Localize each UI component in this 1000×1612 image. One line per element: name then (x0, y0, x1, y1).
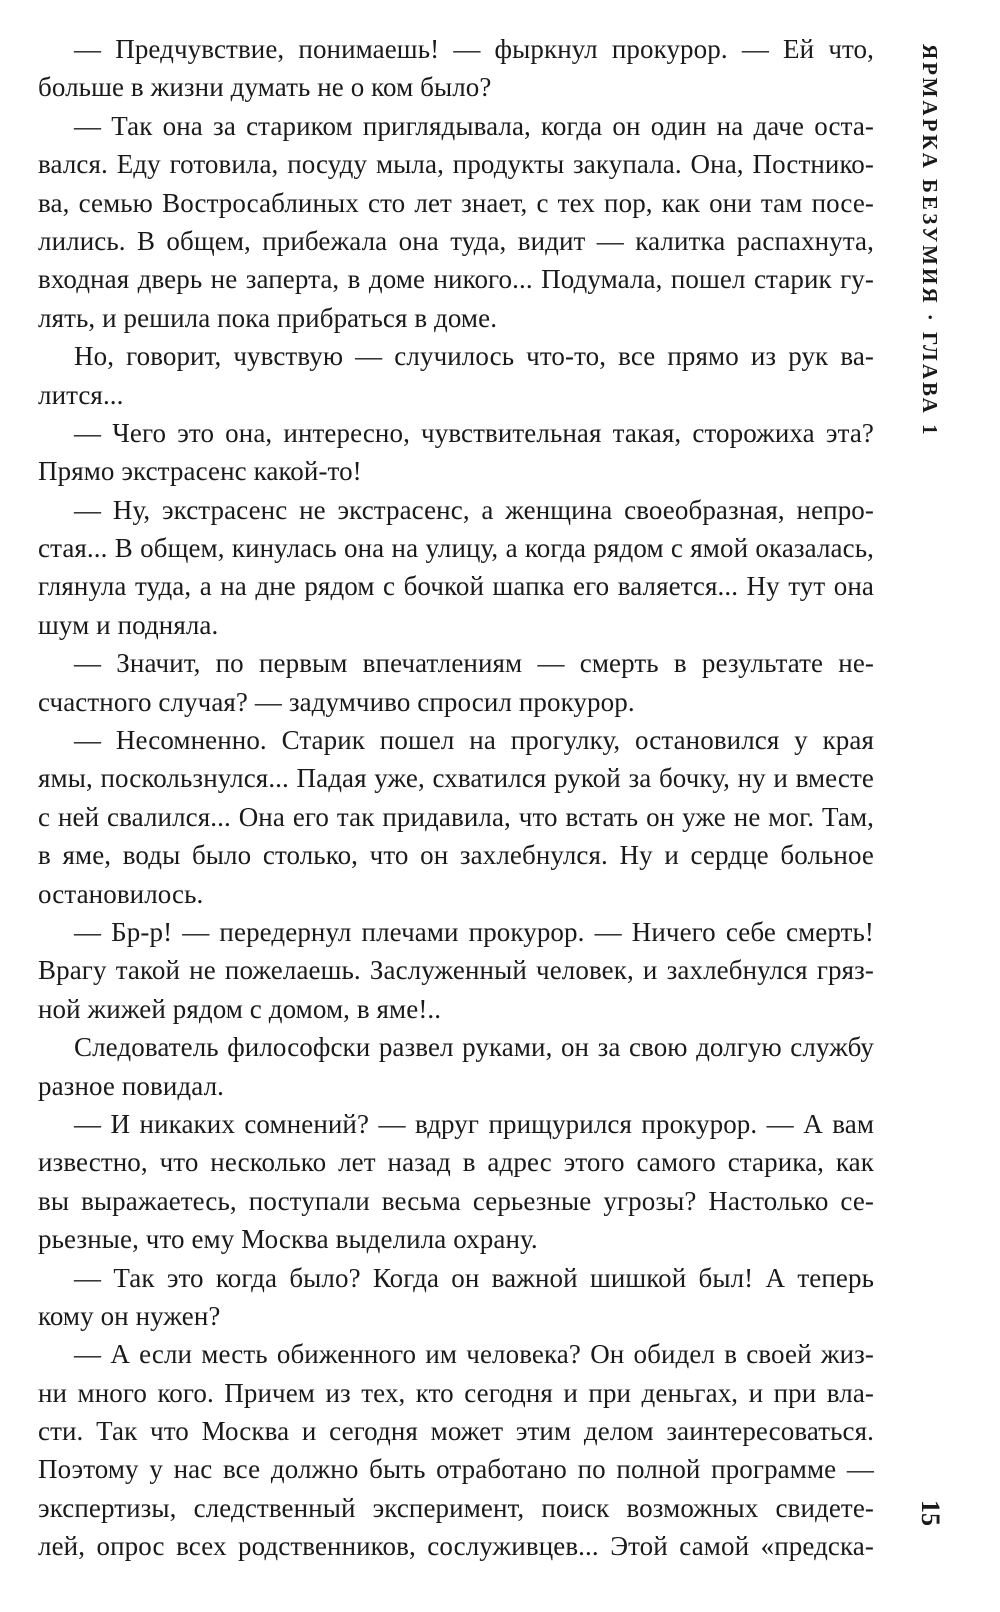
text-line: Поэтому у нас все должно быть отработано по полной программе — (38, 1454, 874, 1485)
running-head: ЯРМАРКА БЕЗУМИЯ · ГЛАВА 1 (918, 44, 942, 438)
text-line: — Так это когда было? Когда он важной шишкой был! А теперь (74, 1262, 874, 1293)
text-line: сти. Так что Москва и сегодня может этим делом заинтересоваться. (38, 1416, 874, 1447)
text-line: — И никаких сомнений? — вдруг прищурился прокурор. — А вам (74, 1108, 874, 1139)
text-line: — Бр-р! — передернул плечами прокурор. — Ничего себе смерть! (74, 916, 874, 947)
text-line: — Так она за стариком приглядывала, когда он один на даче оста- (74, 110, 874, 141)
text-line: Прямо экстрасенс какой-то! (38, 456, 362, 487)
text-line: вы выражаетесь, поступали весьма серьезные угрозы? Настолько се- (38, 1185, 874, 1216)
text-line: ной жижей рядом с домом, в яме!.. (38, 993, 442, 1024)
text-line: остановилось. (38, 878, 204, 909)
body-text (38, 30, 874, 1566)
text-line: лять, и решила пока прибраться в доме. (38, 302, 498, 333)
text-line: известно, что несколько лет назад в адрес этого самого старика, как (38, 1147, 874, 1178)
text-line: кому он нужен? (38, 1300, 221, 1331)
text-line: — Чего это она, интересно, чувствительная такая, сторожиха эта? (74, 417, 874, 448)
text-line: — Ну, экстрасенс не экстрасенс, а женщина своеобразная, непро- (74, 494, 874, 525)
text-line: глянула туда, а на дне рядом с бочкой шапка его валяется... Ну тут она (38, 571, 874, 602)
text-line: экспертизы, следственный эксперимент, поиск возможных свидете- (38, 1492, 874, 1523)
text-line: рьезные, что ему Москва выделила охрану. (38, 1224, 538, 1255)
text-line: — Значит, по первым впечатлениям — смерть в результате не- (74, 648, 874, 679)
text-line: лились. В общем, прибежала она туда, видит — калитка распахнута, (38, 225, 874, 256)
text-line: в яме, воды было столько, что он захлебнулся. Ну и сердце больное (38, 840, 874, 871)
text-line: счастного случая? — задумчиво спросил прокурор. (38, 686, 635, 717)
text-line: Врагу такой не пожелаешь. Заслуженный человек, и захлебнулся гряз- (38, 955, 874, 986)
text-line: входная дверь не заперта, в доме никого... Подумала, пошел старик гу- (38, 264, 874, 295)
text-line: ни много кого. Причем из тех, кто сегодня и при деньгах, и при вла- (38, 1377, 874, 1408)
text-line: Но, говорит, чувствую — случилось что-то, все прямо из рук ва- (74, 341, 874, 372)
text-line: — А если месть обиженного им человека? Он обидел в своей жиз- (74, 1339, 874, 1370)
text-line: — Предчувствие, понимаешь! — фыркнул прокурор. — Ей что, (74, 34, 874, 64)
text-line: лей, опрос всех родственников, сослуживцев... Этой самой «предска- (38, 1531, 874, 1562)
text-line: больше в жизни думать не о ком было? (38, 72, 492, 103)
page-number: 15 (916, 1500, 945, 1526)
text-line: — Несомненно. Старик пошел на прогулку, остановился у края (74, 725, 874, 756)
text-line: Следователь философски развел руками, он за свою долгую службу (74, 1032, 874, 1063)
text-line: ва, семью Востросаблиных сто лет знает, с тех пор, как они там посе- (38, 187, 874, 218)
text-line: с ней свалился... Она его так придавила, что встать он уже не мог. Там, (38, 801, 874, 832)
text-line: шум и подняла. (38, 609, 219, 640)
text-line: разное повидал. (38, 1070, 224, 1101)
text-line: лится... (38, 379, 124, 410)
text-line: ямы, поскользнулся... Падая уже, схватился рукой за бочку, ну и вместе (38, 763, 874, 794)
text-line: стая... В общем, кинулась она на улицу, а когда рядом с ямой оказалась, (38, 533, 874, 564)
text-line: вался. Еду готовила, посуду мыла, продукты закупала. Она, Постнико- (38, 149, 874, 180)
